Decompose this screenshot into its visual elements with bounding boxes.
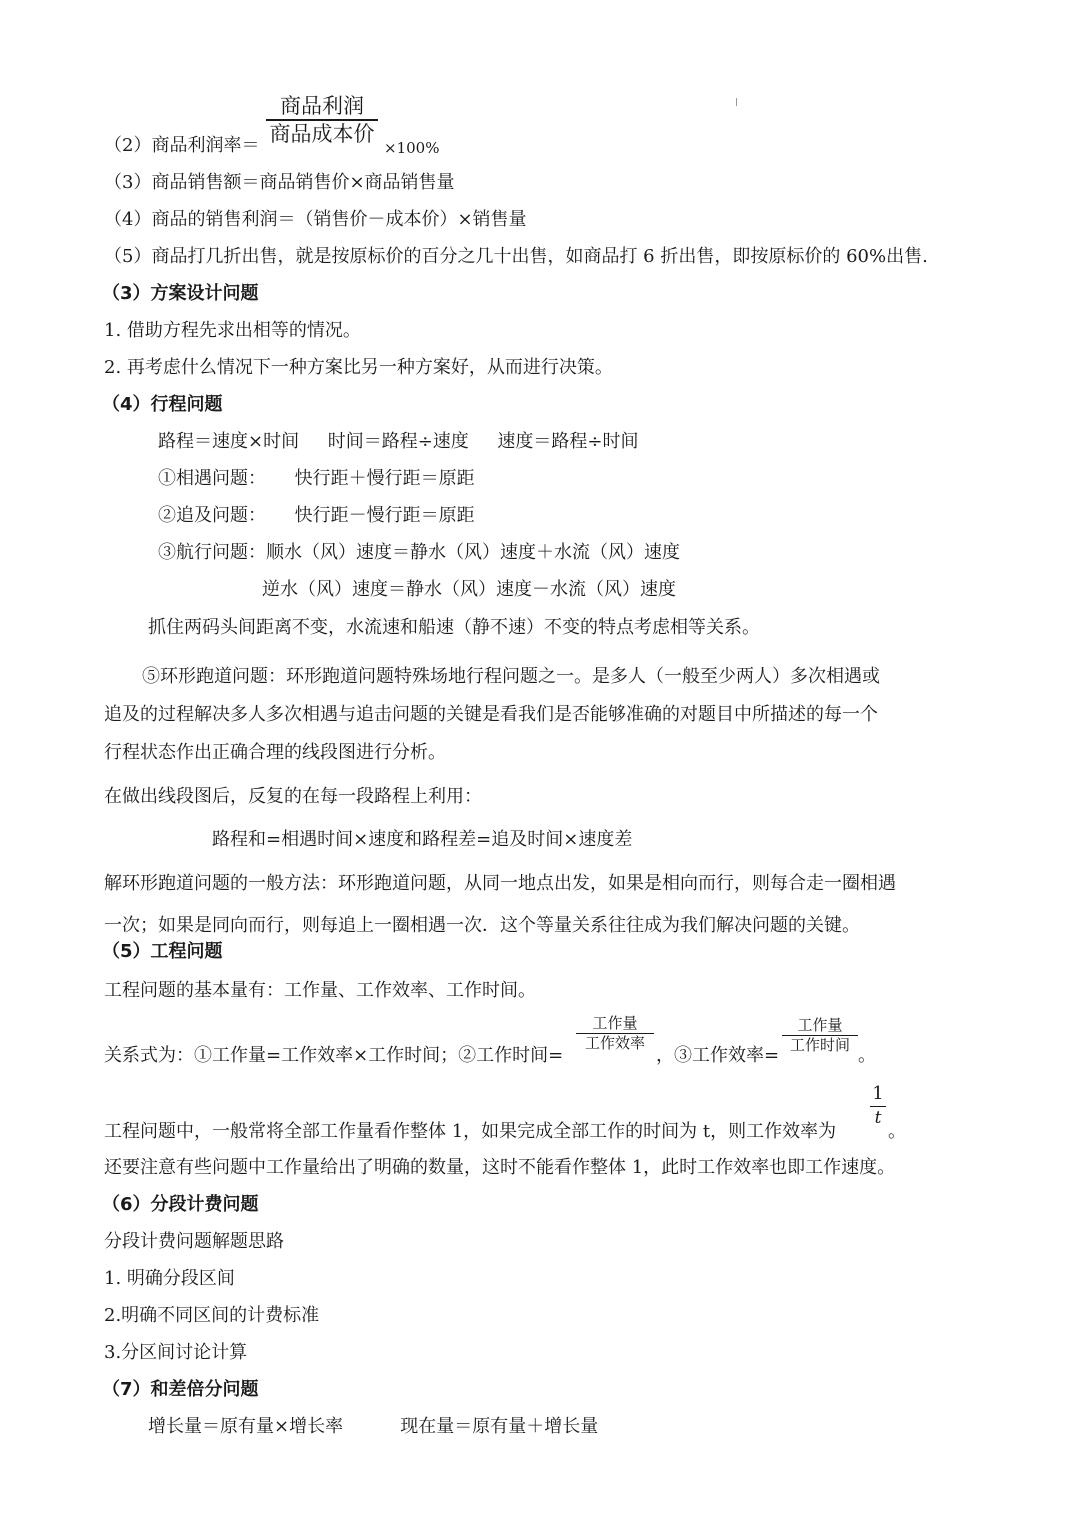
- section-7-heading: （7）和差倍分问题: [102, 1379, 259, 1400]
- section-6-heading: （6）分段计费问题: [102, 1194, 259, 1215]
- ring-method-2: 一次；如果是同向而行，则每追上一圈相遇一次．这个等量关系往往成为我们解决问题的关键。: [104, 915, 860, 936]
- fraction-numerator: 工作量: [592, 1014, 638, 1032]
- profit-rate-fraction: [266, 94, 378, 147]
- ring-track-3: 行程状态作出正确合理的线段图进行分析。: [104, 742, 446, 763]
- dock-note: 抓住两码头间距离不变，水流速和船速（静不速）不变的特点考虑相等关系。: [148, 617, 760, 638]
- section-5-heading: （5）工程问题: [102, 941, 223, 962]
- sales-profit-line: （4）商品的销售利润＝（销售价－成本价）×销售量: [104, 209, 527, 230]
- fraction-denominator: 商品成本价: [269, 122, 375, 146]
- sales-amount-line: （3）商品销售额＝商品销售价×商品销售量: [104, 172, 455, 193]
- segmented-intro: 分段计费问题解题思路: [104, 1231, 284, 1252]
- work-note: 还要注意有些问题中工作量给出了明确的数量，这时不能看作整体 1，此时工作效率也即工作速度。: [104, 1157, 896, 1178]
- growth-formula: 增长量＝原有量×增长率 现在量＝原有量＋增长量: [148, 1416, 599, 1437]
- work-basics: 工程问题的基本量有：工作量、工作效率、工作时间。: [104, 980, 536, 1001]
- segmented-item-1: 1. 明确分段区间: [104, 1268, 235, 1289]
- segmented-item-3: 3.分区间讨论计算: [104, 1342, 248, 1363]
- segmented-item-2: 2.明确不同区间的计费标准: [104, 1305, 320, 1326]
- travel-formula: 路程＝速度×时间 时间＝路程÷速度 速度＝路程÷时间: [158, 431, 639, 452]
- section-3-heading: （3）方案设计问题: [102, 283, 259, 304]
- discount-line: （5）商品打几折出售，就是按原标价的百分之几十出售，如商品打 6 折出售，即按原标价的 60%出售.: [104, 246, 928, 267]
- section-3-item-2: 2. 再考虑什么情况下一种方案比另一种方案好，从而进行决策。: [104, 357, 613, 378]
- ring-track-1: ⑤环形跑道问题：环形跑道问题特殊场地行程问题之一。是多人（一般至少两人）多次相遇或: [142, 666, 880, 687]
- sail-problem-1: ③航行问题：顺水（风）速度＝静水（风）速度＋水流（风）速度: [158, 542, 680, 563]
- sail-problem-2: 逆水（风）速度＝静水（风）速度－水流（风）速度: [262, 579, 676, 600]
- fraction-numerator: 商品利润: [280, 94, 364, 118]
- page-mark: [736, 98, 737, 106]
- fraction-denominator: 工作效率: [584, 1034, 645, 1052]
- work-relation-b: ，③工作效率=: [656, 1045, 780, 1066]
- fraction-denominator: t: [874, 1108, 882, 1128]
- section-4-heading: （4）行程问题: [102, 394, 223, 415]
- work-whole-b: 。: [888, 1121, 906, 1142]
- section-3-item-1: 1. 借助方程先求出相等的情况。: [104, 320, 361, 341]
- ring-method-1: 解环形跑道问题的一般方法：环形跑道问题，从同一地点出发，如果是相向而行，则每合走一圈相遇: [104, 873, 896, 894]
- profit-rate-label: （2）商品利润率＝: [104, 135, 260, 156]
- work-efficiency-fraction: [782, 1016, 858, 1055]
- fraction-numerator: 1: [872, 1083, 884, 1104]
- fraction-numerator: 工作量: [797, 1016, 843, 1034]
- fraction-denominator: 工作时间: [789, 1036, 850, 1054]
- work-time-fraction: [576, 1014, 654, 1053]
- ring-track-2: 追及的过程解决多人多次相遇与追击问题的关键是看我们是否能够准确的对题目中所描述的每一个: [104, 704, 878, 725]
- work-relation-c: 。: [858, 1045, 876, 1066]
- work-whole-a: 工程问题中，一般常将全部工作量看作整体 1，如果完成全部工作的时间为 t，则工作效率为: [104, 1121, 837, 1142]
- chase-problem: ②追及问题： 快行距－慢行距＝原距: [158, 505, 475, 526]
- one-over-t-fraction: [870, 1082, 886, 1129]
- line-diagram-note: 在做出线段图后，反复的在每一段路程上利用：: [104, 786, 482, 807]
- work-relation-a: 关系式为：①工作量=工作效率×工作时间；②工作时间=: [104, 1045, 564, 1066]
- meet-problem: ①相遇问题： 快行距＋慢行距＝原距: [158, 468, 475, 489]
- distance-sum-formula: 路程和=相遇时间×速度和路程差=追及时间×速度差: [212, 829, 633, 850]
- profit-rate-percent: ×100%: [384, 139, 440, 157]
